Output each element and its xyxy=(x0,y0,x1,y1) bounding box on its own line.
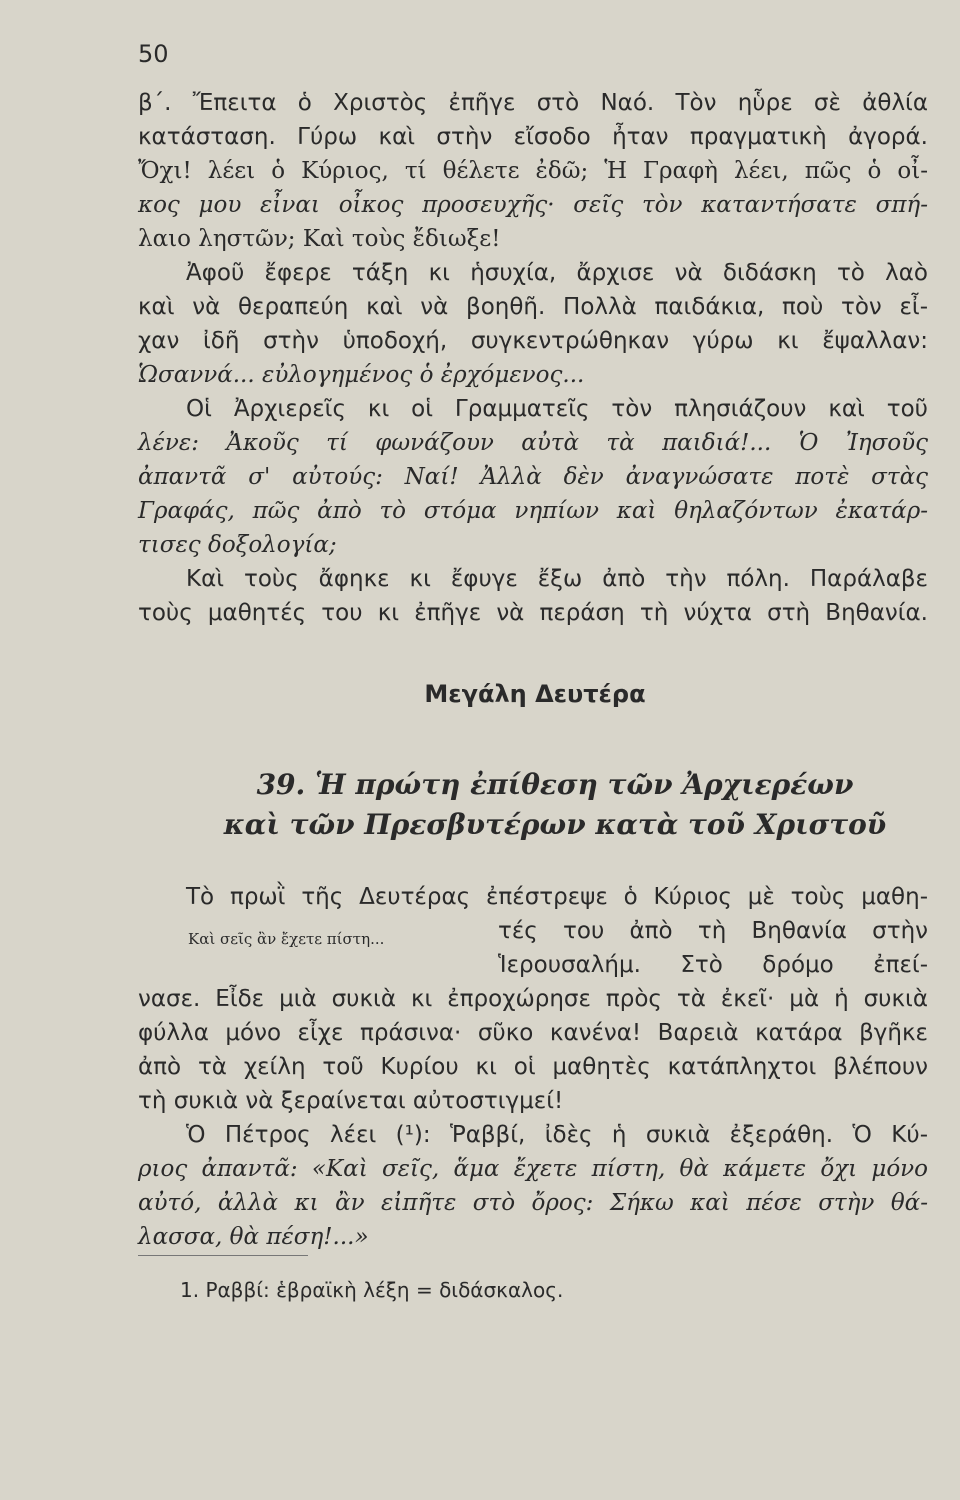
paragraph-line: Ὡσαννά... εὐλογημένος ὁ ἐρχόμενος... xyxy=(138,362,585,388)
paragraph-line: ριος ἀπαντᾶ: «Καὶ σεῖς, ἅμα ἔχετε πίστη, θὰ κάμετε ὄχι μόνο xyxy=(138,1156,928,1182)
footnote-rule xyxy=(138,1255,308,1256)
paragraph-line: λασσα, θὰ πέση!...» xyxy=(138,1224,369,1250)
paragraph-line: Ἀφοῦ ἔφερε τάξη κι ἡσυχία, ἄρχισε νὰ διδάσκη τὸ λαὸ xyxy=(186,260,928,286)
section-title-line-2: καὶ τῶν Πρεσβυτέρων κατὰ τοῦ Χριστοῦ xyxy=(223,808,887,841)
paragraph-line: τοὺς μαθητές του κι ἐπῆγε νὰ περάση τὴ νύχτα στὴ Βηθανία. xyxy=(138,600,928,626)
paragraph-line: τὴ συκιὰ νὰ ξεραίνεται αὐτοστιγμεί! xyxy=(138,1088,564,1114)
paragraph-line: Ὁ Πέτρος λέει (¹): Ῥαββί, ἰδὲς ἡ συκιὰ ἐξεράθη. Ὁ Κύ- xyxy=(186,1122,928,1148)
paragraph-line: κος μου εἶναι οἶκος προσευχῆς· σεῖς τὸν καταντήσατε σπή- xyxy=(138,192,928,218)
paragraph-line: κατάσταση. Γύρω καὶ στὴν εἴσοδο ἦταν πραγματικὴ ἀγορά. xyxy=(138,124,928,150)
paragraph-line: νασε. Εἶδε μιὰ συκιὰ κι ἐπροχώρησε πρὸς τὰ ἐκεῖ· μὰ ἡ συκιὰ xyxy=(138,986,928,1012)
paragraph-line: αὐτό, ἀλλὰ κι ἂν εἰπῆτε στὸ ὄρος: Σήκω καὶ πέσε στὴν θά- xyxy=(138,1190,928,1216)
paragraph-line: φύλλα μόνο εἶχε πράσινα· σῦκο κανένα! Βαρειὰ κατάρα βγῆκε xyxy=(138,1020,928,1046)
page-number: 50 xyxy=(138,40,169,68)
paragraph-line: Καὶ τοὺς ἄφηκε κι ἔφυγε ἔξω ἀπὸ τὴν πόλη. Παράλαβε xyxy=(186,566,928,592)
paragraph-line: ἀπαντᾶ σ' αὐτούς: Ναί! Ἀλλὰ δὲν ἀναγνώσατε ποτὲ στὰς xyxy=(138,464,928,490)
paragraph-line: τές του ἀπὸ τὴ Βηθανία στὴν xyxy=(498,918,928,944)
text-block-bottom xyxy=(138,982,928,1254)
margin-note: Καὶ σεῖς ἂν ἔχετε πίστη... xyxy=(188,930,385,948)
text-block-top xyxy=(138,86,928,630)
paragraph-line: λαιο ληστῶν; Καὶ τοὺς ἔδιωξε! xyxy=(138,226,501,252)
paragraph-line: Ὄχι! λέει ὁ Κύριος, τί θέλετε ἐδῶ; Ἡ Γραφὴ λέει, πῶς ὁ οἶ- xyxy=(138,158,928,184)
paragraph-line: χαν ἰδῆ στὴν ὑποδοχή, συγκεντρώθηκαν γύρω κι ἔψαλλαν: xyxy=(138,328,928,354)
paragraph-line: Οἱ Ἀρχιερεῖς κι οἱ Γραμματεῖς τὸν πλησιάζουν καὶ τοῦ xyxy=(186,396,928,422)
paragraph-line: β΄. Ἔπειτα ὁ Χριστὸς ἐπῆγε στὸ Ναό. Τὸν ηὗρε σὲ ἀθλία xyxy=(138,90,928,116)
paragraph-line: ἀπὸ τὰ χείλη τοῦ Κυρίου κι οἱ μαθητὲς κατάπληχτοι βλέπουν xyxy=(138,1054,928,1080)
day-heading: Μεγάλη Δευτέρα xyxy=(424,680,646,708)
paragraph-line: Γραφάς, πῶς ἀπὸ τὸ στόμα νηπίων καὶ θηλαζόντων ἐκατάρ- xyxy=(138,498,928,524)
paragraph-line: τισες δοξολογία; xyxy=(138,532,337,558)
paragraph-line: Ἱερουσαλήμ. Στὸ δρόμο ἐπεί- xyxy=(498,952,928,978)
paragraph-line: λένε: Ἀκοῦς τί φωνάζουν αὐτὰ τὰ παιδιά!... Ὁ Ἰησοῦς xyxy=(138,430,928,456)
section-title-line-1: 39. Ἡ πρώτη ἐπίθεση τῶν Ἀρχιερέων xyxy=(256,768,854,801)
section-title xyxy=(175,765,935,845)
paragraph-line: καὶ νὰ θεραπεύη καὶ νὰ βοηθῆ. Πολλὰ παιδάκια, ποὺ τὸν εἶ- xyxy=(138,294,928,320)
paragraph-line: Τὸ πρωῒ τῆς Δευτέρας ἐπέστρεψε ὁ Κύριος μὲ τοὺς μαθη- xyxy=(186,884,928,910)
footnote: 1. Ραββί: ἑβραϊκὴ λέξη = διδάσκαλος. xyxy=(180,1278,564,1302)
